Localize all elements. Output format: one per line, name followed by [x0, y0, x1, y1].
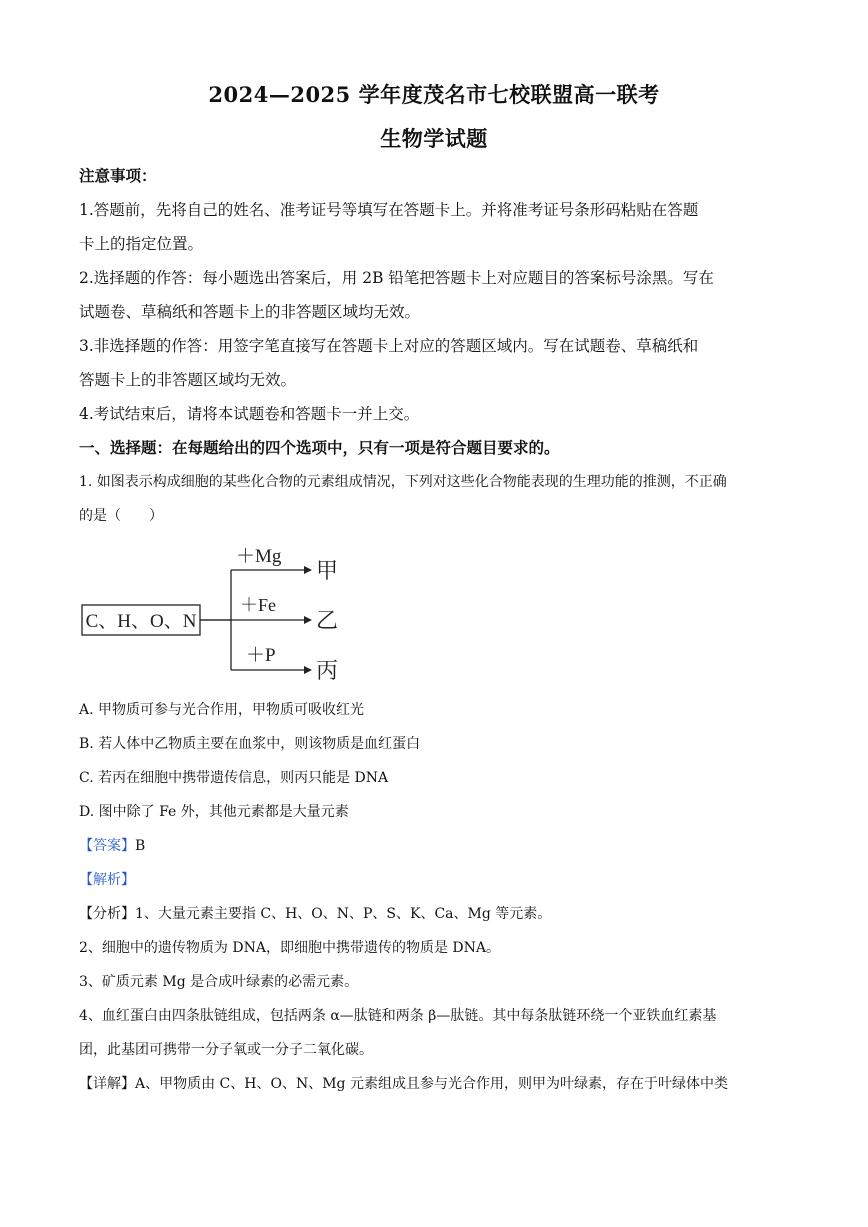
answer-line — [79, 835, 808, 857]
notice-item-3-cont: 答题卡上的非答题区域均无效。 — [79, 371, 297, 389]
question-stem-cont: 的是（ ） — [79, 508, 163, 524]
arrow-head-icon — [304, 616, 312, 624]
notice-item-4: 4.考试结束后，请将本试题卷和答题卡一并上交。 — [79, 405, 420, 423]
output-jia: 甲 — [316, 558, 339, 583]
element-composition-diagram — [78, 538, 358, 688]
arrow-head-icon — [304, 566, 312, 574]
detail-line — [79, 1073, 808, 1095]
question-stem: 1. 如图表示构成细胞的某些化合物的元素组成情况，下列对这些化合物能表现的生理功能的推测，不正确 — [79, 474, 727, 490]
fenxi-line-4-cont: 团，此基团可携带一分子氧或一分子二氧化碳。 — [79, 1042, 373, 1058]
fenxi-line-1 — [79, 903, 808, 925]
section-heading: 一、选择题：在每题给出的四个选项中，只有一项是符合题目要求的。 — [79, 438, 560, 457]
analysis-tag: 【解析】 — [79, 872, 135, 888]
option-d: D. 图中除了 Fe 外，其他元素都是大量元素 — [79, 804, 349, 820]
notice-item-2: 2.选择题的作答：每小题选出答案后，用 2B 铅笔把答题卡上对应题目的答案标号涂黑。写在 — [79, 269, 714, 287]
label-plus-mg: ＋Mg — [236, 546, 282, 567]
notice-item-1: 1.答题前，先将自己的姓名、准考证号等填写在答题卡上。并将准考证号条形码粘贴在答题 — [79, 201, 699, 219]
arrow-head-icon — [304, 666, 312, 674]
label-plus-fe: ＋Fe — [240, 595, 276, 615]
fenxi-text-1: 1、大量元素主要指 C、H、O、N、P、S、K、Ca、Mg 等元素。 — [135, 906, 552, 922]
answer-tag: 【答案】 — [79, 838, 135, 854]
notice-item-1-cont: 卡上的指定位置。 — [79, 235, 204, 253]
detail-text: A、甲物质由 C、H、O、N、Mg 元素组成且参与光合作用，则甲为叶绿素，存在于叶绿体中类 — [135, 1076, 728, 1092]
analysis-line — [79, 869, 808, 891]
element-box-label: C、H、O、N — [85, 611, 197, 632]
detail-tag: 【详解】 — [79, 1076, 135, 1092]
option-b: B. 若人体中乙物质主要在血浆中，则该物质是血红蛋白 — [79, 736, 421, 752]
fenxi-line-2: 2、细胞中的遗传物质为 DNA，即细胞中携带遗传的物质是 DNA。 — [79, 940, 500, 956]
fenxi-line-3: 3、矿质元素 Mg 是合成叶绿素的必需元素。 — [79, 974, 359, 990]
notice-item-3: 3.非选择题的作答：用签字笔直接写在答题卡上对应的答题区域内。写在试题卷、草稿纸和 — [79, 337, 699, 355]
option-a: A. 甲物质可参与光合作用，甲物质可吸收红光 — [79, 702, 365, 718]
answer-value: B — [135, 838, 146, 854]
exam-subject: 生物学试题 — [380, 126, 488, 151]
notice-heading: 注意事项： — [79, 166, 157, 185]
label-plus-p: ＋P — [246, 645, 276, 666]
fenxi-line-4: 4、血红蛋白由四条肽链组成，包括两条 α—肽链和两条 β—肽链。其中每条肽链环绕一个亚铁血红素基 — [79, 1008, 717, 1024]
notice-item-2-cont: 试题卷、草稿纸和答题卡上的非答题区域均无效。 — [79, 303, 421, 321]
output-yi: 乙 — [316, 608, 339, 633]
fenxi-tag: 【分析】 — [79, 906, 135, 922]
output-bing: 丙 — [316, 658, 339, 683]
option-c: C. 若丙在细胞中携带遗传信息，则丙只能是 DNA — [79, 770, 389, 786]
exam-title: 2024—2025 学年度茂名市七校联盟高一联考 — [208, 82, 660, 107]
